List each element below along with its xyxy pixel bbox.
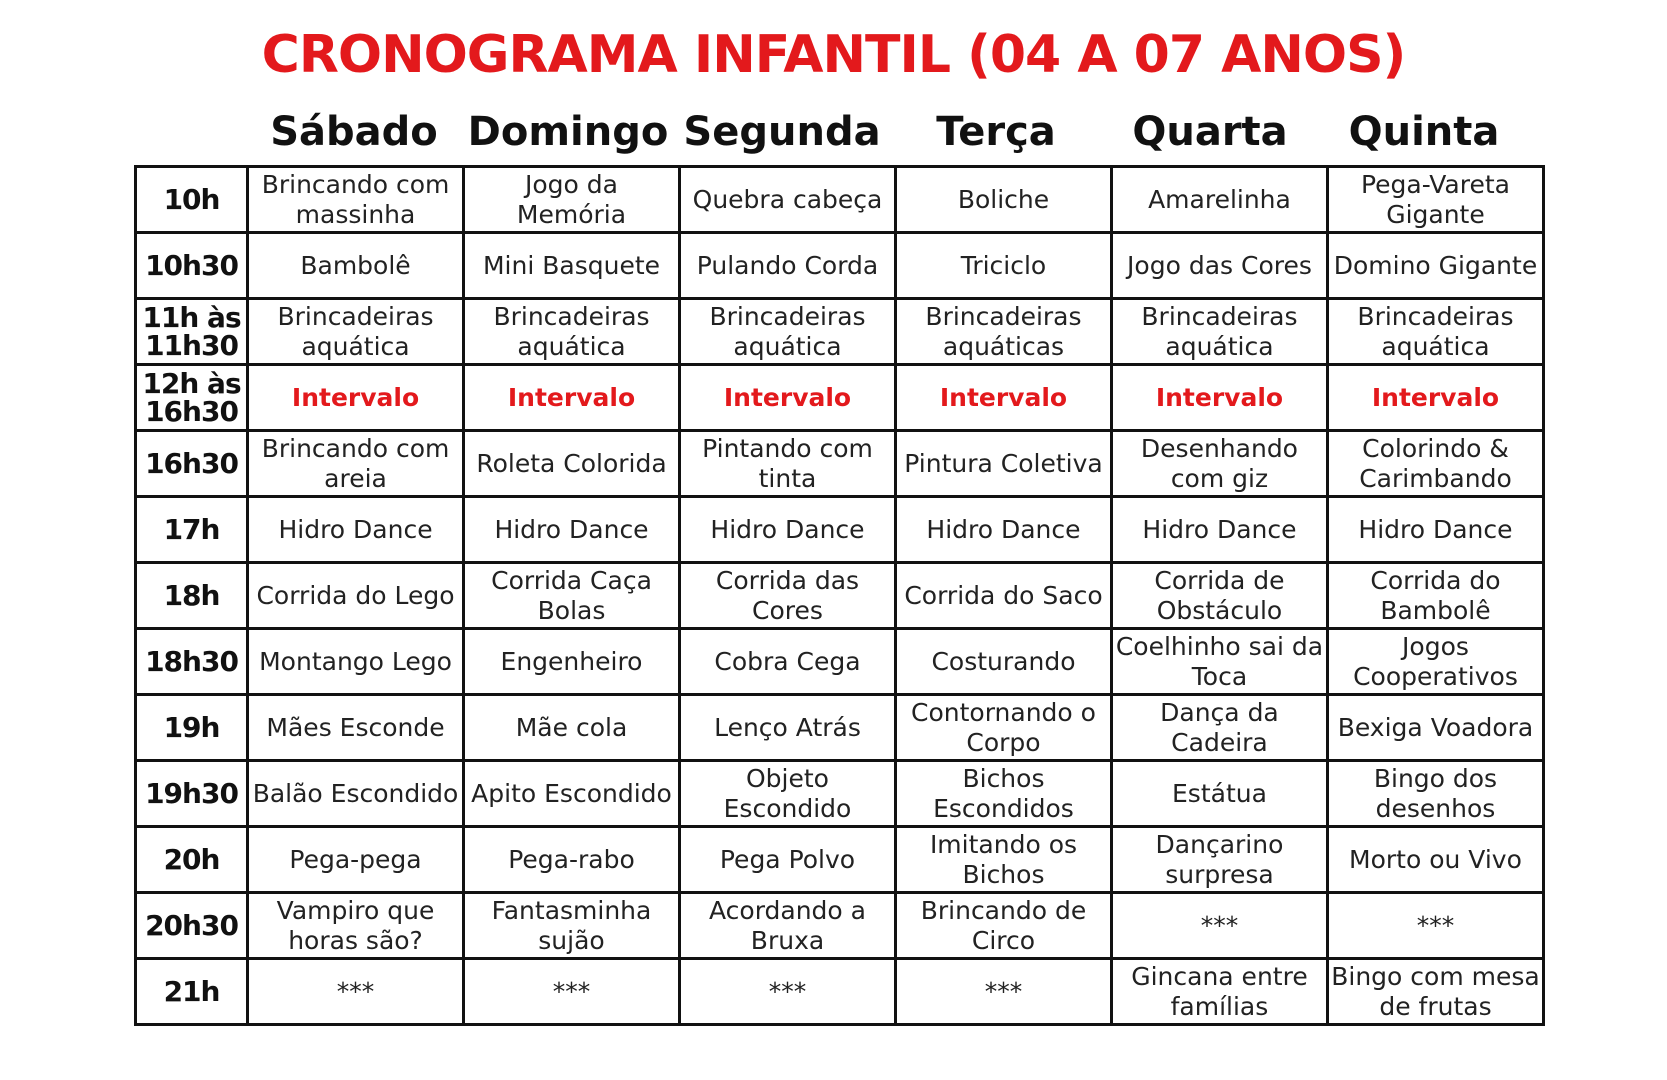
activity-cell: Pega-pega <box>248 827 464 893</box>
time-slot-cell: 16h30 <box>136 431 248 497</box>
activity-cell: Brincadeiras aquática <box>1327 299 1543 365</box>
activity-cell: Vampiro que horas são? <box>248 893 464 959</box>
activity-cell: Morto ou Vivo <box>1327 827 1543 893</box>
activity-cell: Domino Gigante <box>1327 233 1543 299</box>
activity-cell: Corrida do Lego <box>248 563 464 629</box>
activity-cell: Acordando a Bruxa <box>680 893 896 959</box>
break-cell: Intervalo <box>1111 365 1327 431</box>
activity-cell: Pega Polvo <box>680 827 896 893</box>
activity-cell: Bingo com mesa de frutas <box>1327 959 1543 1025</box>
activity-cell: Mini Basquete <box>464 233 680 299</box>
activity-cell: Pintando com tinta <box>680 431 896 497</box>
day-header-quinta: Quinta <box>1348 109 1500 155</box>
activity-cell: Corrida de Obstáculo <box>1111 563 1327 629</box>
activity-cell: Bichos Escondidos <box>895 761 1111 827</box>
table-row <box>136 431 1544 497</box>
activity-cell: Pega-rabo <box>464 827 680 893</box>
activity-cell: Corrida do Bambolê <box>1327 563 1543 629</box>
activity-cell: Engenheiro <box>464 629 680 695</box>
activity-cell: Desenhando com giz <box>1111 431 1327 497</box>
activity-cell: *** <box>895 959 1111 1025</box>
activity-cell: Corrida das Cores <box>680 563 896 629</box>
activity-cell: Corrida do Saco <box>895 563 1111 629</box>
activity-cell: Hidro Dance <box>680 497 896 563</box>
activity-cell: *** <box>1327 893 1543 959</box>
time-slot-cell: 20h <box>136 827 248 893</box>
time-slot-cell: 11h às 11h30 <box>136 299 248 365</box>
activity-cell: Lenço Atrás <box>680 695 896 761</box>
table-row <box>136 695 1544 761</box>
activity-cell: Contornando o Corpo <box>895 695 1111 761</box>
break-cell: Intervalo <box>895 365 1111 431</box>
activity-cell: Amarelinha <box>1111 167 1327 233</box>
activity-cell: Fantasminha sujão <box>464 893 680 959</box>
time-slot-cell: 19h <box>136 695 248 761</box>
time-slot-cell: 19h30 <box>136 761 248 827</box>
activity-cell: Montango Lego <box>248 629 464 695</box>
activity-cell: Jogo das Cores <box>1111 233 1327 299</box>
table-row <box>136 167 1544 233</box>
activity-cell: Triciclo <box>895 233 1111 299</box>
activity-cell: Brincadeiras aquática <box>248 299 464 365</box>
table-row <box>136 893 1544 959</box>
activity-cell: Corrida Caça Bolas <box>464 563 680 629</box>
activity-cell: Brincadeiras aquática <box>1111 299 1327 365</box>
activity-cell: Hidro Dance <box>464 497 680 563</box>
time-slot-cell: 20h30 <box>136 893 248 959</box>
day-header-sabado: Sábado <box>270 109 438 155</box>
activity-cell: Objeto Escondido <box>680 761 896 827</box>
table-row <box>136 233 1544 299</box>
activity-cell: Coelhinho sai da Toca <box>1111 629 1327 695</box>
activity-cell: Brincadeiras aquáticas <box>895 299 1111 365</box>
activity-cell: Hidro Dance <box>248 497 464 563</box>
activity-cell: Dança da Cadeira <box>1111 695 1327 761</box>
day-header-row <box>247 100 1531 164</box>
activity-cell: Bingo dos desenhos <box>1327 761 1543 827</box>
activity-cell: *** <box>464 959 680 1025</box>
table-row <box>136 761 1544 827</box>
time-slot-cell: 18h <box>136 563 248 629</box>
activity-cell: Brincando de Circo <box>895 893 1111 959</box>
activity-cell: *** <box>680 959 896 1025</box>
time-slot-cell: 10h30 <box>136 233 248 299</box>
activity-cell: Jogos Cooperativos <box>1327 629 1543 695</box>
activity-cell: Quebra cabeça <box>680 167 896 233</box>
time-slot-cell: 10h <box>136 167 248 233</box>
break-cell: Intervalo <box>680 365 896 431</box>
activity-cell: Balão Escondido <box>248 761 464 827</box>
day-header-domingo: Domingo <box>467 109 669 155</box>
activity-cell: *** <box>1111 893 1327 959</box>
activity-cell: Estátua <box>1111 761 1327 827</box>
activity-cell: Brincadeiras aquática <box>464 299 680 365</box>
activity-cell: Cobra Cega <box>680 629 896 695</box>
time-slot-cell: 18h30 <box>136 629 248 695</box>
activity-cell: *** <box>248 959 464 1025</box>
activity-cell: Mães Esconde <box>248 695 464 761</box>
table-row <box>136 365 1544 431</box>
table-row <box>136 629 1544 695</box>
break-cell: Intervalo <box>464 365 680 431</box>
day-header-segunda: Segunda <box>683 109 881 155</box>
activity-cell: Bexiga Voadora <box>1327 695 1543 761</box>
activity-cell: Boliche <box>895 167 1111 233</box>
table-row <box>136 827 1544 893</box>
activity-cell: Pintura Coletiva <box>895 431 1111 497</box>
table-row <box>136 497 1544 563</box>
activity-cell: Pulando Corda <box>680 233 896 299</box>
schedule-table <box>134 165 1545 1026</box>
time-slot-cell: 17h <box>136 497 248 563</box>
activity-cell: Imitando os Bichos <box>895 827 1111 893</box>
activity-cell: Hidro Dance <box>895 497 1111 563</box>
activity-cell: Brincando com massinha <box>248 167 464 233</box>
break-cell: Intervalo <box>1327 365 1543 431</box>
activity-cell: Colorindo & Carimbando <box>1327 431 1543 497</box>
activity-cell: Apito Escondido <box>464 761 680 827</box>
activity-cell: Hidro Dance <box>1111 497 1327 563</box>
break-cell: Intervalo <box>248 365 464 431</box>
activity-cell: Gincana entre famílias <box>1111 959 1327 1025</box>
time-slot-cell: 21h <box>136 959 248 1025</box>
activity-cell: Brincando com areia <box>248 431 464 497</box>
table-row <box>136 959 1544 1025</box>
activity-cell: Bambolê <box>248 233 464 299</box>
table-row <box>136 563 1544 629</box>
activity-cell: Jogo da Memória <box>464 167 680 233</box>
table-row <box>136 299 1544 365</box>
day-header-quarta: Quarta <box>1132 109 1288 155</box>
page-title: CRONOGRAMA INFANTIL (04 A 07 ANOS) <box>261 25 1406 85</box>
activity-cell: Brincadeiras aquática <box>680 299 896 365</box>
day-header-terca: Terça <box>936 109 1056 155</box>
activity-cell: Hidro Dance <box>1327 497 1543 563</box>
activity-cell: Mãe cola <box>464 695 680 761</box>
activity-cell: Roleta Colorida <box>464 431 680 497</box>
activity-cell: Costurando <box>895 629 1111 695</box>
activity-cell: Pega-Vareta Gigante <box>1327 167 1543 233</box>
time-slot-cell: 12h às 16h30 <box>136 365 248 431</box>
schedule-body <box>136 167 1544 1025</box>
activity-cell: Dançarino surpresa <box>1111 827 1327 893</box>
